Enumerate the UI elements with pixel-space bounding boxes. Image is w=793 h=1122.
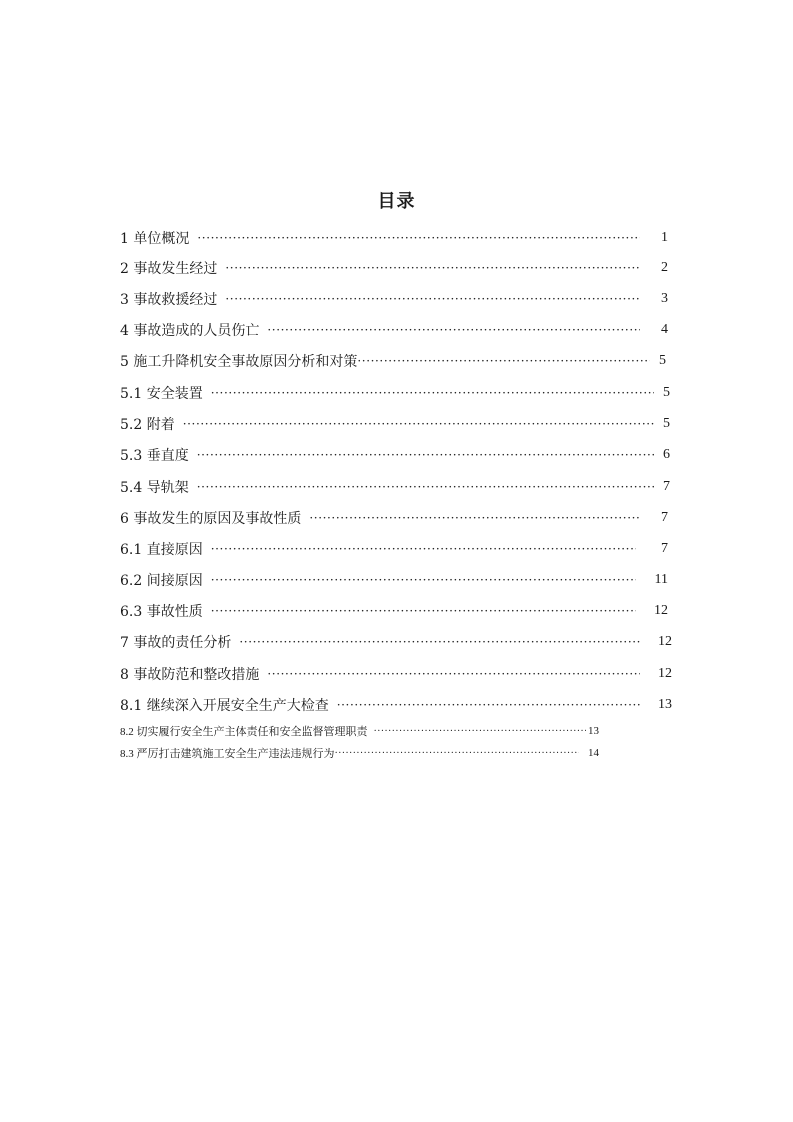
toc-entry-page: 2 [661, 260, 668, 275]
toc-entry-label: 6.1 直接原因 [120, 542, 203, 558]
toc-leader-dots [374, 726, 587, 737]
toc-entry[interactable] [120, 632, 672, 652]
toc-entry-label: 6 事故发生的原因及事故性质 [120, 511, 302, 527]
toc-entry-label: 8 事故防范和整改措施 [120, 667, 260, 683]
toc-entry-label: 6.3 事故性质 [120, 604, 203, 620]
toc-leader-dots [337, 698, 640, 712]
toc-leader-dots [197, 480, 654, 494]
toc-entry-page: 5 [663, 385, 670, 400]
toc-entry[interactable] [120, 723, 599, 739]
toc-entry[interactable] [120, 445, 670, 465]
toc-leader-dots [211, 542, 636, 556]
toc-entry-page: 13 [588, 725, 599, 737]
toc-entry-page: 3 [661, 291, 668, 306]
toc-leader-dots [211, 573, 636, 587]
toc-entry-page: 7 [661, 510, 668, 525]
toc-leader-dots [225, 261, 640, 275]
toc-entry[interactable] [120, 414, 670, 434]
toc-entry-label: 6.2 间接原因 [120, 573, 203, 589]
toc-entry-label: 7 事故的责任分析 [120, 635, 232, 651]
toc-entry-label: 8.3 严厉打击建筑施工安全生产违法违规行为 [120, 748, 335, 760]
toc-entry-page: 6 [663, 447, 670, 462]
toc-entry-label: 8.2 切实履行安全生产主体责任和安全监督管理职责 [120, 726, 368, 738]
toc-leader-dots [335, 748, 580, 759]
toc-entry[interactable] [120, 351, 666, 371]
toc-leader-dots [309, 511, 640, 525]
toc-leader-dots [225, 292, 640, 306]
toc-leader-dots [183, 417, 654, 431]
toc-entry-label: 5.2 附着 [120, 417, 175, 433]
toc-entry-page: 7 [663, 479, 670, 494]
toc-entry-page: 4 [661, 322, 668, 337]
toc-leader-dots [197, 448, 654, 462]
toc-entry[interactable] [120, 228, 668, 248]
toc-leader-dots [211, 386, 654, 400]
toc-entry-page: 5 [659, 353, 666, 368]
toc-entry-label: 5.3 垂直度 [120, 448, 189, 464]
toc-entry-label: 5.4 导轨架 [120, 480, 189, 496]
toc-entry-page: 12 [658, 634, 672, 649]
toc-entry[interactable] [120, 601, 668, 621]
toc-entry-label: 8.1 继续深入开展安全生产大检查 [120, 698, 329, 714]
toc-entry-page: 13 [658, 697, 672, 712]
toc-leader-dots [267, 667, 640, 681]
toc-entry-label: 2 事故发生经过 [120, 261, 218, 277]
toc-entry-page: 12 [654, 603, 668, 618]
toc-entry-page: 12 [658, 666, 672, 681]
toc-entry[interactable] [120, 320, 668, 340]
toc-entry-page: 1 [661, 230, 668, 245]
toc-entry[interactable] [120, 745, 599, 761]
toc-entry[interactable] [120, 695, 672, 715]
toc-leader-dots [267, 323, 640, 337]
toc-entry[interactable] [120, 539, 668, 559]
toc-entry[interactable] [120, 664, 672, 684]
toc-entry-label: 4 事故造成的人员伤亡 [120, 323, 260, 339]
toc-title: 目录 [377, 191, 416, 212]
toc-entry[interactable] [120, 508, 668, 528]
toc-entry-label: 5.1 安全装置 [120, 386, 203, 402]
toc-leader-dots [197, 231, 640, 245]
toc-entry[interactable] [120, 289, 668, 309]
toc-leader-dots [357, 354, 650, 368]
toc-entry[interactable] [120, 570, 668, 590]
toc-entry[interactable] [120, 258, 668, 278]
toc-entry[interactable] [120, 383, 670, 403]
toc-entry-page: 5 [663, 416, 670, 431]
toc-entry-label: 3 事故救援经过 [120, 292, 218, 308]
toc-entry-label: 5 施工升降机安全事故原因分析和对策 [120, 354, 358, 370]
toc-entry-page: 7 [661, 541, 668, 556]
toc-entry-label: 1 单位概况 [120, 231, 190, 247]
toc-entry-page: 14 [588, 747, 599, 759]
toc-entry[interactable] [120, 477, 670, 497]
toc-entry-page: 11 [654, 572, 668, 587]
toc-leader-dots [239, 635, 640, 649]
toc-leader-dots [211, 604, 636, 618]
